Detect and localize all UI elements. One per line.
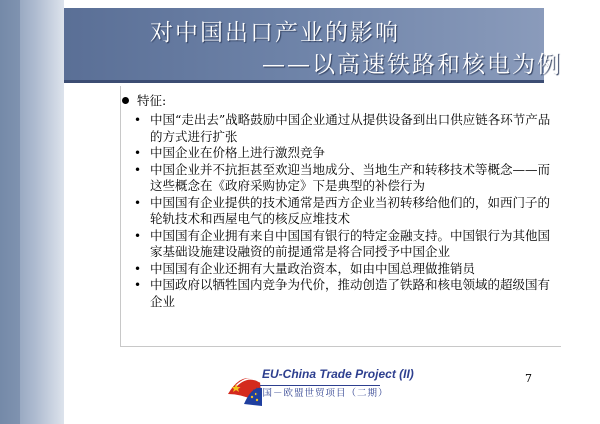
bullet-item: • 中国国有企业提供的技术通常是西方企业当初转移给他们的，如西门子的轮轨技术和西屋电气的核反应堆技术: [150, 195, 554, 228]
footer-logo-english: EU-China Trade Project (II): [262, 367, 414, 381]
title-underline: [64, 80, 544, 83]
bullet-item: • 中国企业并不抗拒甚至欢迎当地成分、当地生产和转移技术等概念——而这些概念在《政府采购协定》下是典型的补偿行为: [150, 162, 554, 195]
bullet-dot-icon: [122, 97, 129, 104]
page-number: 7: [525, 372, 532, 385]
section-heading: 特征:: [137, 93, 167, 108]
bullet-item: • 中国“走出去”战略鼓励中国企业通过从提供设备到出口供应链各环节产品的方式进行扩张: [150, 112, 554, 145]
slide-subtitle: ——以高速铁路和核电为例: [262, 52, 562, 78]
section-heading-row: [122, 90, 554, 110]
content-area: [122, 90, 554, 310]
bullet-item: • 中国国有企业拥有来自中国国有银行的特定金融支持。中国银行为其他国家基础设施建设融资的前提通常是将合同授予中国企业: [150, 228, 554, 261]
left-decorative-bar-shade: [0, 0, 20, 424]
slide-title: 对中国出口产业的影响: [150, 20, 400, 46]
bullet-item: • 中国企业在价格上进行激烈竞争: [150, 145, 554, 162]
bullet-item: • 中国国有企业还拥有大量政治资本，如由中国总理做推销员: [150, 261, 554, 278]
footer-logo-chinese: 中国－欧盟世贸项目（二期）: [252, 388, 389, 399]
bullet-item: • 中国政府以牺牲国内竞争为代价，推动创造了铁路和核电领域的超级国有企业: [150, 277, 554, 310]
bullet-list: [122, 112, 554, 310]
